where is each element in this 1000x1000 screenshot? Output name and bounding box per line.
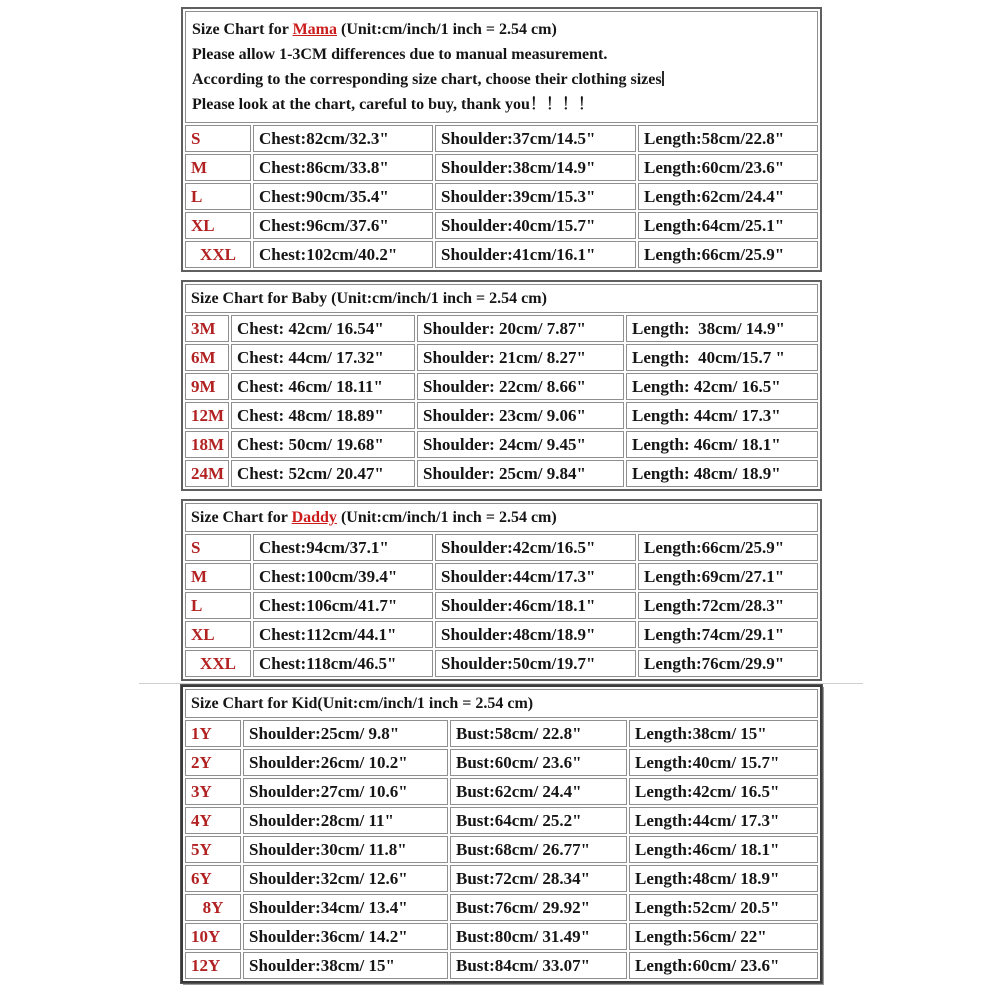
shoulder-value: Shoulder: 23cm/ 9.06"	[417, 402, 624, 429]
length-value: Length: 46cm/ 18.1"	[626, 431, 818, 458]
length-value: Length:60cm/23.6"	[638, 154, 818, 181]
length-value: Length:46cm/ 18.1"	[629, 836, 818, 863]
size-label: 8Y	[185, 894, 241, 921]
bust-value: Bust:64cm/ 25.2"	[450, 807, 627, 834]
daddy-size-table	[181, 499, 822, 681]
shoulder-value: Shoulder:37cm/14.5"	[435, 125, 636, 152]
size-label: 1Y	[185, 720, 241, 747]
chest-value: Chest: 52cm/ 20.47"	[231, 460, 415, 487]
chest-value: Chest: 46cm/ 18.11"	[231, 373, 415, 400]
size-label: 6Y	[185, 865, 241, 892]
bust-value: Bust:84cm/ 33.07"	[450, 952, 627, 979]
shoulder-value: Shoulder:46cm/18.1"	[435, 592, 636, 619]
shoulder-value: Shoulder:25cm/ 9.8"	[243, 720, 448, 747]
table-row	[185, 344, 818, 371]
mama-table-header-cell	[185, 11, 818, 123]
table-row	[185, 373, 818, 400]
shoulder-value: Shoulder: 21cm/ 8.27"	[417, 344, 624, 371]
table-row	[185, 154, 818, 181]
table-row	[185, 212, 818, 239]
size-label: 9M	[185, 373, 229, 400]
baby-size-table	[181, 280, 822, 491]
note-measurement: Please allow 1-3CM differences due to manual measurement.	[192, 46, 608, 63]
table-row	[185, 592, 818, 619]
table-row	[185, 894, 818, 921]
shoulder-value: Shoulder:38cm/ 15"	[243, 952, 448, 979]
chest-value: Chest:106cm/41.7"	[253, 592, 433, 619]
length-value: Length:60cm/ 23.6"	[629, 952, 818, 979]
chest-value: Chest:82cm/32.3"	[253, 125, 433, 152]
table-row	[185, 720, 818, 747]
length-value: Length: 38cm/ 14.9"	[626, 315, 818, 342]
shoulder-value: Shoulder: 25cm/ 9.84"	[417, 460, 624, 487]
length-value: Length:74cm/29.1"	[638, 621, 818, 648]
table-row	[185, 460, 818, 487]
length-value: Length:64cm/25.1"	[638, 212, 818, 239]
chest-value: Chest:94cm/37.1"	[253, 534, 433, 561]
shoulder-value: Shoulder:27cm/ 10.6"	[243, 778, 448, 805]
table-row	[185, 183, 818, 210]
length-value: Length:56cm/ 22"	[629, 923, 818, 950]
chest-value: Chest: 50cm/ 19.68"	[231, 431, 415, 458]
size-label: 24M	[185, 460, 229, 487]
table-row	[185, 534, 818, 561]
length-value: Length:69cm/27.1"	[638, 563, 818, 590]
shoulder-value: Shoulder:40cm/15.7"	[435, 212, 636, 239]
shoulder-value: Shoulder:39cm/15.3"	[435, 183, 636, 210]
bust-value: Bust:72cm/ 28.34"	[450, 865, 627, 892]
shoulder-value: Shoulder: 20cm/ 7.87"	[417, 315, 624, 342]
length-value: Length:62cm/24.4"	[638, 183, 818, 210]
shoulder-value: Shoulder:32cm/ 12.6"	[243, 865, 448, 892]
length-value: Length:66cm/25.9"	[638, 534, 818, 561]
chest-value: Chest:118cm/46.5"	[253, 650, 433, 677]
table-row	[185, 650, 818, 677]
chest-value: Chest:90cm/35.4"	[253, 183, 433, 210]
bust-value: Bust:80cm/ 31.49"	[450, 923, 627, 950]
bust-value: Bust:62cm/ 24.4"	[450, 778, 627, 805]
table-row	[185, 807, 818, 834]
shoulder-value: Shoulder: 24cm/ 9.45"	[417, 431, 624, 458]
kid-size-table	[181, 685, 822, 983]
table-row	[185, 952, 818, 979]
text-cursor	[662, 71, 664, 86]
length-value: Length:42cm/ 16.5"	[629, 778, 818, 805]
table-row	[185, 315, 818, 342]
table-row	[185, 125, 818, 152]
size-chart-page	[181, 7, 822, 983]
chest-value: Chest:102cm/40.2"	[253, 241, 433, 268]
table-row	[185, 11, 818, 123]
chest-value: Chest: 42cm/ 16.54"	[231, 315, 415, 342]
size-label: 3M	[185, 315, 229, 342]
size-label: S	[185, 534, 251, 561]
table-row	[185, 689, 818, 718]
length-value: Length:72cm/28.3"	[638, 592, 818, 619]
shoulder-value: Shoulder:38cm/14.9"	[435, 154, 636, 181]
table-row	[185, 431, 818, 458]
shoulder-value: Shoulder:26cm/ 10.2"	[243, 749, 448, 776]
size-label: 4Y	[185, 807, 241, 834]
length-value: Length: 40cm/15.7 "	[626, 344, 818, 371]
daddy-title-red-word: Daddy	[291, 509, 337, 526]
mama-title	[192, 17, 811, 42]
size-label: S	[185, 125, 251, 152]
shoulder-value: Shoulder:42cm/16.5"	[435, 534, 636, 561]
length-value: Length:66cm/25.9"	[638, 241, 818, 268]
size-label: XXL	[185, 650, 251, 677]
bust-value: Bust:58cm/ 22.8"	[450, 720, 627, 747]
shoulder-value: Shoulder:41cm/16.1"	[435, 241, 636, 268]
size-label: XL	[185, 621, 251, 648]
size-label: 2Y	[185, 749, 241, 776]
size-label: M	[185, 563, 251, 590]
table-row	[185, 778, 818, 805]
length-value: Length:52cm/ 20.5"	[629, 894, 818, 921]
chest-value: Chest:112cm/44.1"	[253, 621, 433, 648]
size-label: L	[185, 592, 251, 619]
bust-value: Bust:60cm/ 23.6"	[450, 749, 627, 776]
bust-value: Bust:76cm/ 29.92"	[450, 894, 627, 921]
size-label: XXL	[185, 241, 251, 268]
size-label: 3Y	[185, 778, 241, 805]
length-value: Length:40cm/ 15.7"	[629, 749, 818, 776]
baby-title: Size Chart for Baby (Unit:cm/inch/1 inch = 2.54 cm)	[185, 284, 818, 313]
size-label: 18M	[185, 431, 229, 458]
size-label: XL	[185, 212, 251, 239]
size-label: 12Y	[185, 952, 241, 979]
separator-line	[139, 683, 863, 684]
daddy-title	[185, 503, 818, 532]
table-row	[185, 503, 818, 532]
table-row	[185, 621, 818, 648]
length-value: Length:48cm/ 18.9"	[629, 865, 818, 892]
length-value: Length: 48cm/ 18.9"	[626, 460, 818, 487]
chest-value: Chest:96cm/37.6"	[253, 212, 433, 239]
note-choose-size	[192, 67, 811, 92]
bust-value: Bust:68cm/ 26.77"	[450, 836, 627, 863]
length-value: Length:58cm/22.8"	[638, 125, 818, 152]
kid-title: Size Chart for Kid(Unit:cm/inch/1 inch = 2.54 cm)	[185, 689, 818, 718]
shoulder-value: Shoulder:44cm/17.3"	[435, 563, 636, 590]
chest-value: Chest:86cm/33.8"	[253, 154, 433, 181]
note-thank-you: Please look at the chart, careful to buy, thank you！！！！	[192, 96, 594, 113]
size-label: M	[185, 154, 251, 181]
note-choose-size-text: According to the corresponding size chart, choose their clothing sizes	[192, 71, 662, 88]
size-label: L	[185, 183, 251, 210]
mama-title-prefix: Size Chart for	[192, 21, 293, 38]
length-value: Length:76cm/29.9"	[638, 650, 818, 677]
table-row	[185, 923, 818, 950]
table-row	[185, 241, 818, 268]
table-row	[185, 749, 818, 776]
chest-value: Chest:100cm/39.4"	[253, 563, 433, 590]
table-row	[185, 284, 818, 313]
length-value: Length: 44cm/ 17.3"	[626, 402, 818, 429]
mama-size-table	[181, 7, 822, 272]
shoulder-value: Shoulder:28cm/ 11"	[243, 807, 448, 834]
size-label: 12M	[185, 402, 229, 429]
shoulder-value: Shoulder:34cm/ 13.4"	[243, 894, 448, 921]
chest-value: Chest: 44cm/ 17.32"	[231, 344, 415, 371]
shoulder-value: Shoulder:36cm/ 14.2"	[243, 923, 448, 950]
table-row	[185, 836, 818, 863]
size-label: 6M	[185, 344, 229, 371]
length-value: Length:44cm/ 17.3"	[629, 807, 818, 834]
shoulder-value: Shoulder:30cm/ 11.8"	[243, 836, 448, 863]
length-value: Length:38cm/ 15"	[629, 720, 818, 747]
mama-title-suffix: (Unit:cm/inch/1 inch = 2.54 cm)	[337, 21, 557, 38]
size-label: 5Y	[185, 836, 241, 863]
shoulder-value: Shoulder: 22cm/ 8.66"	[417, 373, 624, 400]
shoulder-value: Shoulder:48cm/18.9"	[435, 621, 636, 648]
table-row	[185, 865, 818, 892]
chest-value: Chest: 48cm/ 18.89"	[231, 402, 415, 429]
shoulder-value: Shoulder:50cm/19.7"	[435, 650, 636, 677]
daddy-title-suffix: (Unit:cm/inch/1 inch = 2.54 cm)	[336, 509, 557, 526]
mama-title-red-word: Mama	[292, 21, 338, 38]
length-value: Length: 42cm/ 16.5"	[626, 373, 818, 400]
daddy-title-prefix: Size Chart for	[191, 509, 292, 526]
table-row	[185, 563, 818, 590]
size-label: 10Y	[185, 923, 241, 950]
table-row	[185, 402, 818, 429]
